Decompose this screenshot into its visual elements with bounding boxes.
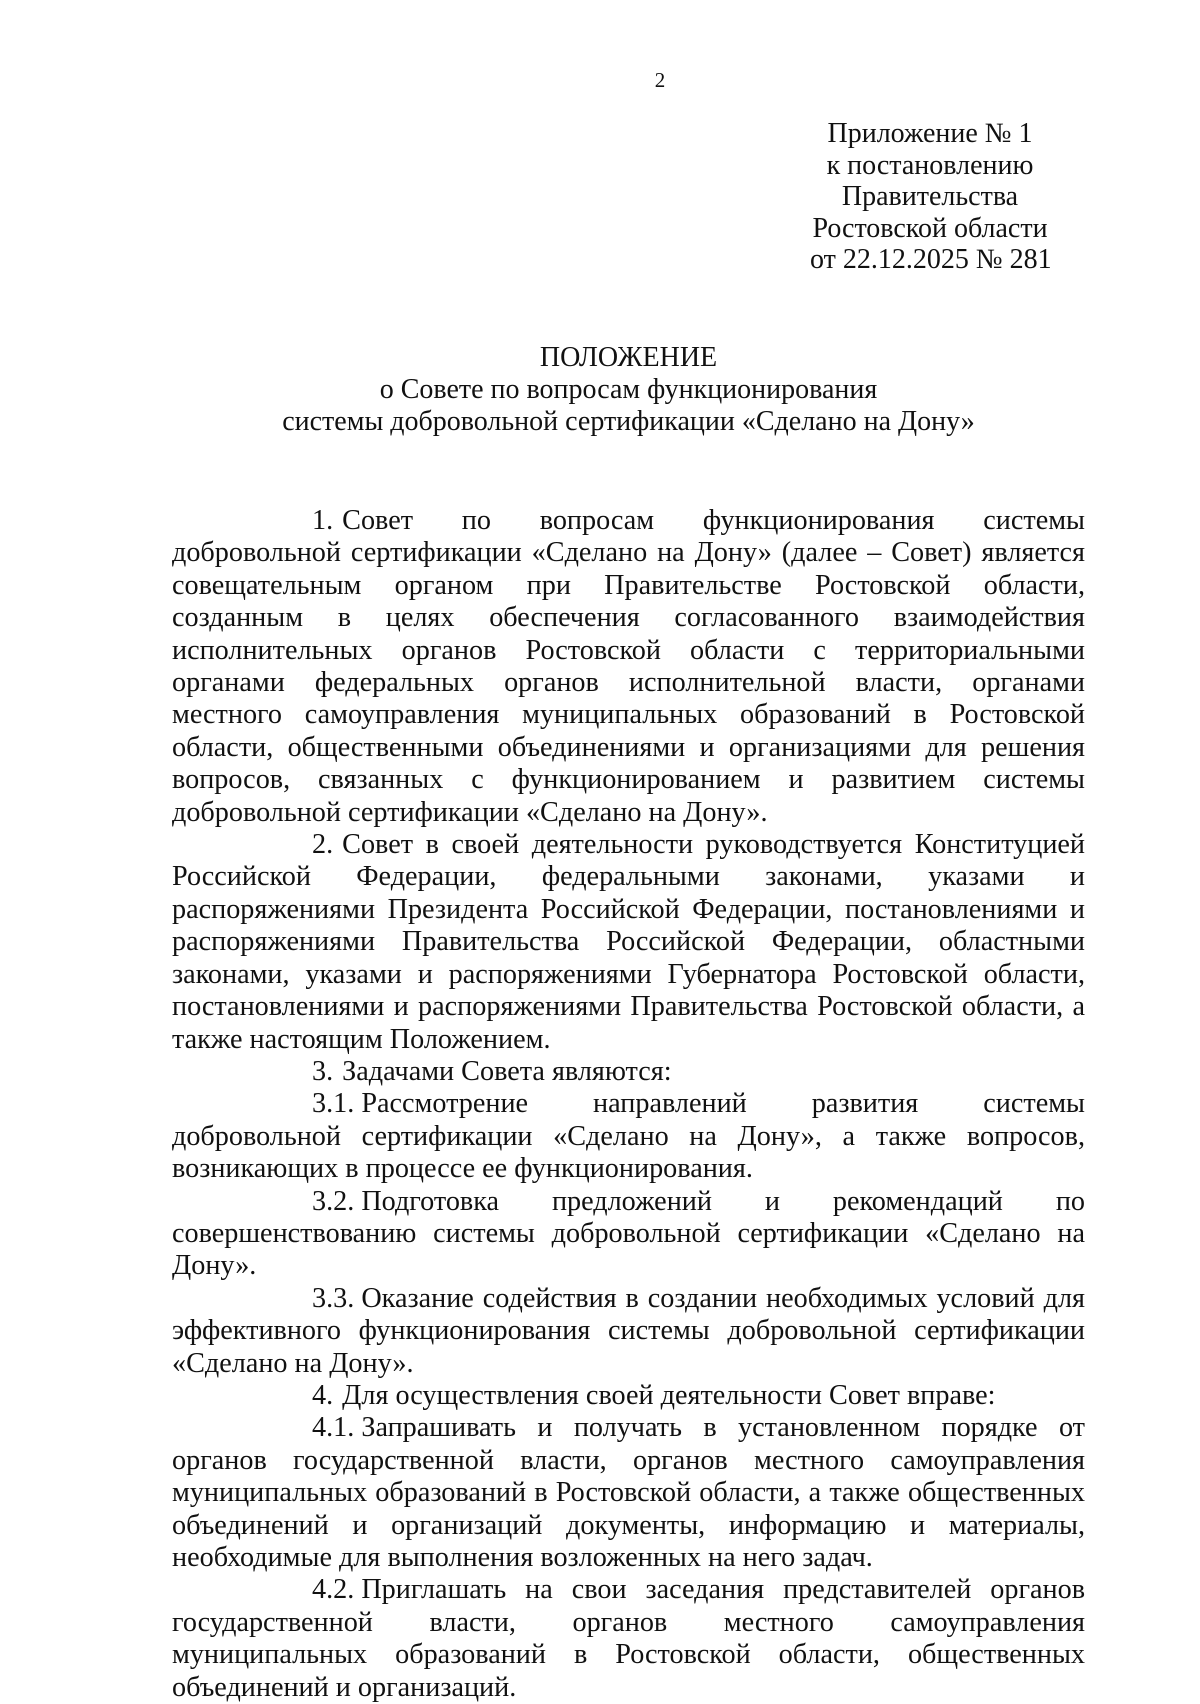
document-title	[172, 342, 1085, 438]
section-3-3	[172, 1283, 1085, 1380]
section-number: 3.3.	[312, 1282, 355, 1314]
section-number: 4.2.	[312, 1574, 355, 1606]
section-text: Приглашать на свои заседания представителей органов государственной власти, органов местного самоуправления муниципальных образований в Ростовской области, общественных объединений и организаций.	[172, 1574, 1085, 1703]
section-3-1	[172, 1088, 1085, 1185]
section-1	[172, 505, 1085, 829]
section-number: 3.2.	[312, 1185, 355, 1217]
appendix-line-region: Ростовской области	[812, 212, 1048, 244]
title-subtitle-line-1: о Совете по вопросам функционирования	[379, 374, 878, 405]
section-text: Запрашивать и получать в установленном порядке от органов государственной власти, органов местного самоуправления муниципальных образований в Ростовской области, а также общественных объединений и организаций документы, информацию и материалы, необходимые для выполнения возложенных на него задач.	[172, 1412, 1085, 1573]
section-3-2	[172, 1186, 1085, 1283]
appendix-line-government: Правительства	[841, 181, 1019, 212]
section-3	[172, 1056, 1085, 1088]
section-number: 3.	[312, 1055, 334, 1087]
page-number: 2	[654, 68, 666, 92]
section-text: Оказание содействия в создании необходимых условий для эффективного функционирования системы добровольной сертификации «Сделано на Дону».	[172, 1282, 1085, 1379]
section-number: 3.1.	[312, 1088, 355, 1120]
section-text: Подготовка предложений и рекомендаций по совершенствованию системы добровольной сертификации «Сделано на Дону».	[172, 1185, 1085, 1282]
section-text: Для осуществления своей деятельности Совет вправе:	[342, 1379, 996, 1411]
appendix-header	[810, 118, 1050, 276]
section-number: 2.	[312, 829, 334, 861]
title-heading: ПОЛОЖЕНИЕ	[539, 342, 718, 373]
section-text: Рассмотрение направлений развития системы добровольной сертификации «Сделано на Дону», а также вопросов, возникающих в процессе ее функционирования.	[172, 1088, 1085, 1185]
appendix-line-date: от 22.12.2025 № 281	[810, 244, 1052, 275]
appendix-line-resolution: к постановлению	[826, 149, 1034, 181]
section-text: Совет в своей деятельности руководствуется Конституцией Российской Федерации, федеральными законами, указами и распоряжениями Президента Российской Федерации, постановлениями и распоряжениями Правительства Российской Федерации, областными законами, указами и распоряжениями Губернатора Ростовской области, постановлениями и распоряжениями Правительства Ростовской области, а также настоящим Положением.	[172, 829, 1085, 1055]
appendix-line-number: Приложение № 1	[827, 118, 1033, 149]
title-subtitle-line-2: системы добровольной сертификации «Сделано на Дону»	[282, 406, 975, 437]
section-4-2	[172, 1574, 1085, 1704]
section-2	[172, 829, 1085, 1056]
section-text: Задачами Совета являются:	[342, 1055, 672, 1087]
document-body	[172, 505, 1085, 1704]
section-number: 4.	[312, 1379, 334, 1411]
section-4	[172, 1380, 1085, 1412]
section-number: 4.1.	[312, 1412, 355, 1444]
section-text: Совет по вопросам функционирования системы добровольной сертификации «Сделано на Дону» (далее – Совет) является совещательным органом при Правительстве Ростовской области, созданным в целях обеспечения согласованного взаимодействия исполнительных органов Ростовской области с территориальными органами федеральных органов исполнительной власти, органами местного самоуправления муниципальных образований в Ростовской области, общественными объединениями и организациями для решения вопросов, связанных с функционированием и развитием системы добровольной сертификации «Сделано на Дону».	[172, 505, 1085, 828]
section-4-1	[172, 1412, 1085, 1574]
section-number: 1.	[312, 505, 334, 536]
